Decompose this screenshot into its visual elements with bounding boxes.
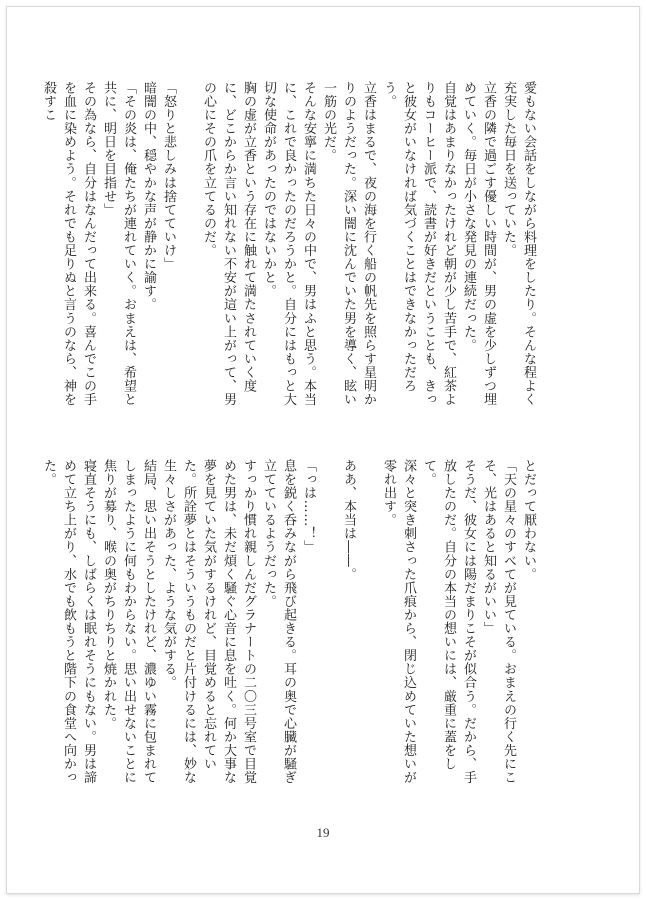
paragraph: 自覚はあまりなかったけれど朝が少し苦手で、紅茶よりもコーヒー派で、読書が好きだということも、きっと彼女がいなければ気づくことはできなかっただろう。 — [381, 81, 456, 407]
page-number: 19 — [316, 825, 330, 840]
paragraph: 寝直そうにも、しばらくは眠れそうにもない。男は諦めて立ち上がり、水でも飲もうと階下の食堂へ向かった。 — [41, 459, 96, 785]
blank-line — [358, 459, 378, 794]
paragraph: 立香はまるで、夜の海を行く船の帆先を照らす星明かりのようだった。深い闇に沈んでいた男を導く、眩い一筋の光だ。 — [321, 81, 376, 407]
paragraph: 愛もない会話をしながら料理をしたり。そんな程よく充実した毎日を送っていた。 — [501, 81, 536, 407]
dialogue-line: 「怒りと悲しみは捨てていけ」 — [161, 81, 176, 271]
paragraph: すっかり慣れ親しんだグラナートの二〇三号室で目覚めた男は、未だ煩く騒ぐ心音に息を吐く。何か大事な夢を見ていた気がするけれど、目覚めると忘れていた。所詮夢とはそういうものだと片付けるには、妙な生々しさがあった、ような気がする。 — [161, 459, 256, 785]
dialogue-line: 「っは……！」 — [301, 459, 316, 554]
paragraph: そうだ、彼女には陽だまりこそが似合う。だから、手放したのだ。自分の本当の想いには、厳重に蓋をして。 — [421, 459, 476, 785]
book-page — [6, 6, 640, 894]
paragraph: そんな安寧に満ちた日々の中で、男はふと思う。本当に、これで良かったのだろうかと。自分にはもっと大切な使命があったのではないかと。 — [261, 81, 316, 407]
paragraph: 暗闇の中、穏やかな声が静かに諭す。 — [141, 81, 156, 312]
dialogue-line: 「その炎は、俺たちが連れていく。おまえは、希望と共に、明日を目指せ」 — [101, 81, 136, 407]
lower-text-block — [41, 459, 538, 794]
paragraph: その為なら、自分はなんだって出来る。喜んでこの手を血に染めよう。それでも足りぬと言うのなら、神を殺すこ — [41, 81, 96, 407]
upper-text-block — [41, 81, 538, 411]
dialogue-line: 「天の星々のすべてが見ている。おまえの行く先にこそ、光はあると知るがいい」 — [481, 459, 516, 785]
blank-line — [318, 459, 338, 794]
paragraph: 立香の隣で過ごす優しい時間が、男の虚を少しずつ埋めていく。毎日が小さな発見の連続だった。 — [461, 81, 496, 407]
paragraph: 深々と突き刺さった爪痕から、閉じ込めていた想いが零れ出す。 — [381, 459, 416, 785]
paragraph: 息を鋭く呑みながら飛び起きる。耳の奥で心臓が騒ぎ立てているようだった。 — [261, 459, 296, 785]
paragraph: 胸の虚が立香という存在に触れて満たされていく度に、どこからか言い知れない不安が這い上がって、男の心にその爪を立てるのだ。 — [201, 81, 256, 407]
blank-line — [178, 81, 198, 411]
paragraph: 結局、思い出そうとしたけれど、濃ゆい霧に包まれてしまったように何もわからない。思い出せないことに焦りが募り、喉の奥がちりちりと焼かれた。 — [101, 459, 156, 785]
paragraph: とだって厭わない。 — [521, 459, 536, 581]
paragraph: ああ、本当は――。 — [341, 459, 356, 581]
